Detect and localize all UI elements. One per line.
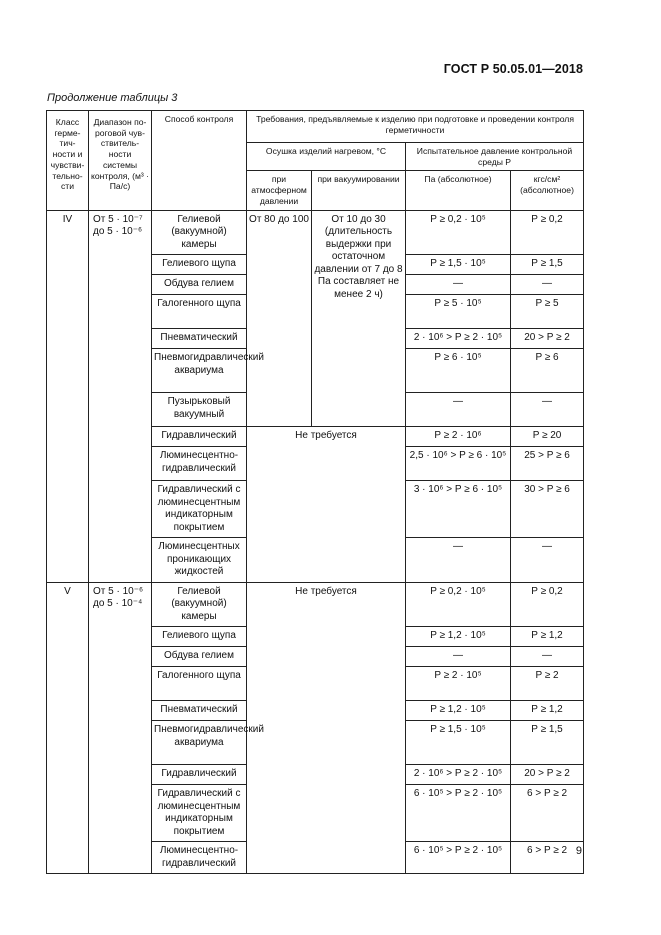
method-cell: Гелиевого щупа — [152, 627, 247, 647]
pressure-kgf-cell: P ≥ 1,5 — [511, 255, 584, 275]
pressure-kgf-cell: P ≥ 1,5 — [511, 721, 584, 765]
document-code: ГОСТ Р 50.05.01—2018 — [443, 62, 583, 76]
pressure-kgf-cell: — — [511, 647, 584, 667]
pressure-kgf-cell: — — [511, 393, 584, 427]
pressure-pa-cell: P ≥ 0,2 · 10⁵ — [406, 210, 511, 255]
method-cell: Пневмогидравлический аквариума — [152, 721, 247, 765]
method-cell: Обдува гелием — [152, 275, 247, 295]
pressure-pa-cell: P ≥ 1,2 · 10⁵ — [406, 627, 511, 647]
pressure-pa-cell: P ≥ 5 · 10⁵ — [406, 295, 511, 329]
header-class: Класс герме-тич-ности и чувстви-тельно-сти — [47, 111, 89, 211]
pressure-kgf-cell: P ≥ 1,2 — [511, 627, 584, 647]
method-cell: Гидравлический с люминесцентным индикаторным покрытием — [152, 481, 247, 538]
table-caption: Продолжение таблицы 3 — [47, 92, 178, 104]
pressure-pa-cell: P ≥ 1,5 · 10⁵ — [406, 721, 511, 765]
method-cell: Гелиевого щупа — [152, 255, 247, 275]
pressure-kgf-cell: P ≥ 5 — [511, 295, 584, 329]
pressure-pa-cell: 2 · 10⁶ > P ≥ 2 · 10⁵ — [406, 765, 511, 785]
pressure-kgf-cell: P ≥ 0,2 — [511, 582, 584, 627]
method-cell: Пневматический — [152, 329, 247, 349]
pressure-kgf-cell: 30 > P ≥ 6 — [511, 481, 584, 538]
pressure-pa-cell: — — [406, 538, 511, 583]
table-row — [47, 582, 584, 627]
pressure-kgf-cell: 6 > P ≥ 2 — [511, 785, 584, 842]
pressure-kgf-cell: — — [511, 275, 584, 295]
pressure-pa-cell: P ≥ 1,5 · 10⁵ — [406, 255, 511, 275]
method-cell: Люминесцентно-гидравлический — [152, 447, 247, 481]
header-range: Диапазон по-роговой чув-ствитель-ности системы контроля, (м³ · Па/с) — [89, 111, 152, 211]
pressure-pa-cell: 6 · 10⁵ > P ≥ 2 · 10⁵ — [406, 842, 511, 874]
drying-vac-cell: От 10 до 30 (длительность выдержки при остаточном давлении от 7 до 8 Па составляет не менее 2 ч) — [312, 210, 406, 427]
method-cell: Пневматический — [152, 701, 247, 721]
class-cell: V — [47, 582, 89, 874]
pressure-kgf-cell: P ≥ 6 — [511, 349, 584, 393]
header-drying-vac: при вакуумировании — [312, 171, 406, 210]
header-drying-atm: при атмосферном давлении — [247, 171, 312, 210]
pressure-pa-cell: 3 · 10⁶ > P ≥ 6 · 10⁵ — [406, 481, 511, 538]
pressure-pa-cell: 2 · 10⁶ > P ≥ 2 · 10⁵ — [406, 329, 511, 349]
method-cell: Гелиевой (вакуумной) камеры — [152, 210, 247, 255]
method-cell: Гидравлический — [152, 765, 247, 785]
range-cell: От 5 · 10⁻⁶ до 5 · 10⁻⁴ — [89, 582, 152, 874]
drying-atm-cell: От 80 до 100 — [247, 210, 312, 427]
pressure-pa-cell: P ≥ 2 · 10⁶ — [406, 427, 511, 447]
method-cell: Обдува гелием — [152, 647, 247, 667]
header-requirements: Требования, предъявляемые к изделию при подготовке и проведении контроля герметичности — [247, 111, 584, 143]
method-cell: Гидравлический с люминесцентным индикаторным покрытием — [152, 785, 247, 842]
pressure-kgf-cell: — — [511, 538, 584, 583]
range-cell: От 5 · 10⁻⁷ до 5 · 10⁻⁶ — [89, 210, 152, 582]
drying-not-required-cell: Не требуется — [247, 582, 406, 874]
pressure-kgf-cell: 25 > P ≥ 6 — [511, 447, 584, 481]
method-cell: Пузырьковый вакуумный — [152, 393, 247, 427]
method-cell: Пневмогидравлический аквариума — [152, 349, 247, 393]
pressure-pa-cell: P ≥ 6 · 10⁵ — [406, 349, 511, 393]
pressure-pa-cell: — — [406, 393, 511, 427]
method-cell: Галогенного щупа — [152, 667, 247, 701]
pressure-kgf-cell: P ≥ 2 — [511, 667, 584, 701]
pressure-pa-cell: — — [406, 647, 511, 667]
pressure-kgf-cell: P ≥ 1,2 — [511, 701, 584, 721]
header-pressure-kgf: кгс/см² (абсолютное) — [511, 171, 584, 210]
pressure-pa-cell: — — [406, 275, 511, 295]
pressure-pa-cell: P ≥ 0,2 · 10⁵ — [406, 582, 511, 627]
page-number: 9 — [575, 845, 582, 857]
pressure-kgf-cell: P ≥ 0,2 — [511, 210, 584, 255]
pressure-pa-cell: 6 · 10⁵ > P ≥ 2 · 10⁵ — [406, 785, 511, 842]
drying-not-required-cell: Не требуется — [247, 427, 406, 583]
header-pressure-pa: Па (абсолютное) — [406, 171, 511, 210]
pressure-pa-cell: P ≥ 2 · 10⁵ — [406, 667, 511, 701]
pressure-kgf-cell: 6 > P ≥ 2 — [511, 842, 584, 874]
pressure-pa-cell: P ≥ 1,2 · 10⁵ — [406, 701, 511, 721]
table-header — [47, 111, 584, 211]
requirements-table — [46, 110, 584, 874]
method-cell: Гелиевой (вакуумной) камеры — [152, 582, 247, 627]
pressure-pa-cell: 2,5 · 10⁶ > P ≥ 6 · 10⁵ — [406, 447, 511, 481]
pressure-kgf-cell: 20 > P ≥ 2 — [511, 765, 584, 785]
method-cell: Люминесцентно-гидравлический — [152, 842, 247, 874]
method-cell: Гидравлический — [152, 427, 247, 447]
method-cell: Галогенного щупа — [152, 295, 247, 329]
class-cell: IV — [47, 210, 89, 582]
header-method: Способ контроля — [152, 111, 247, 211]
header-pressure: Испытательное давление контрольной среды P — [406, 143, 584, 171]
method-cell: Люминесцентных проникающих жидкостей — [152, 538, 247, 583]
pressure-kgf-cell: 20 > P ≥ 2 — [511, 329, 584, 349]
table-row — [47, 210, 584, 255]
table-body — [47, 210, 584, 874]
pressure-kgf-cell: P ≥ 20 — [511, 427, 584, 447]
header-drying: Осушка изделий нагревом, °С — [247, 143, 406, 171]
